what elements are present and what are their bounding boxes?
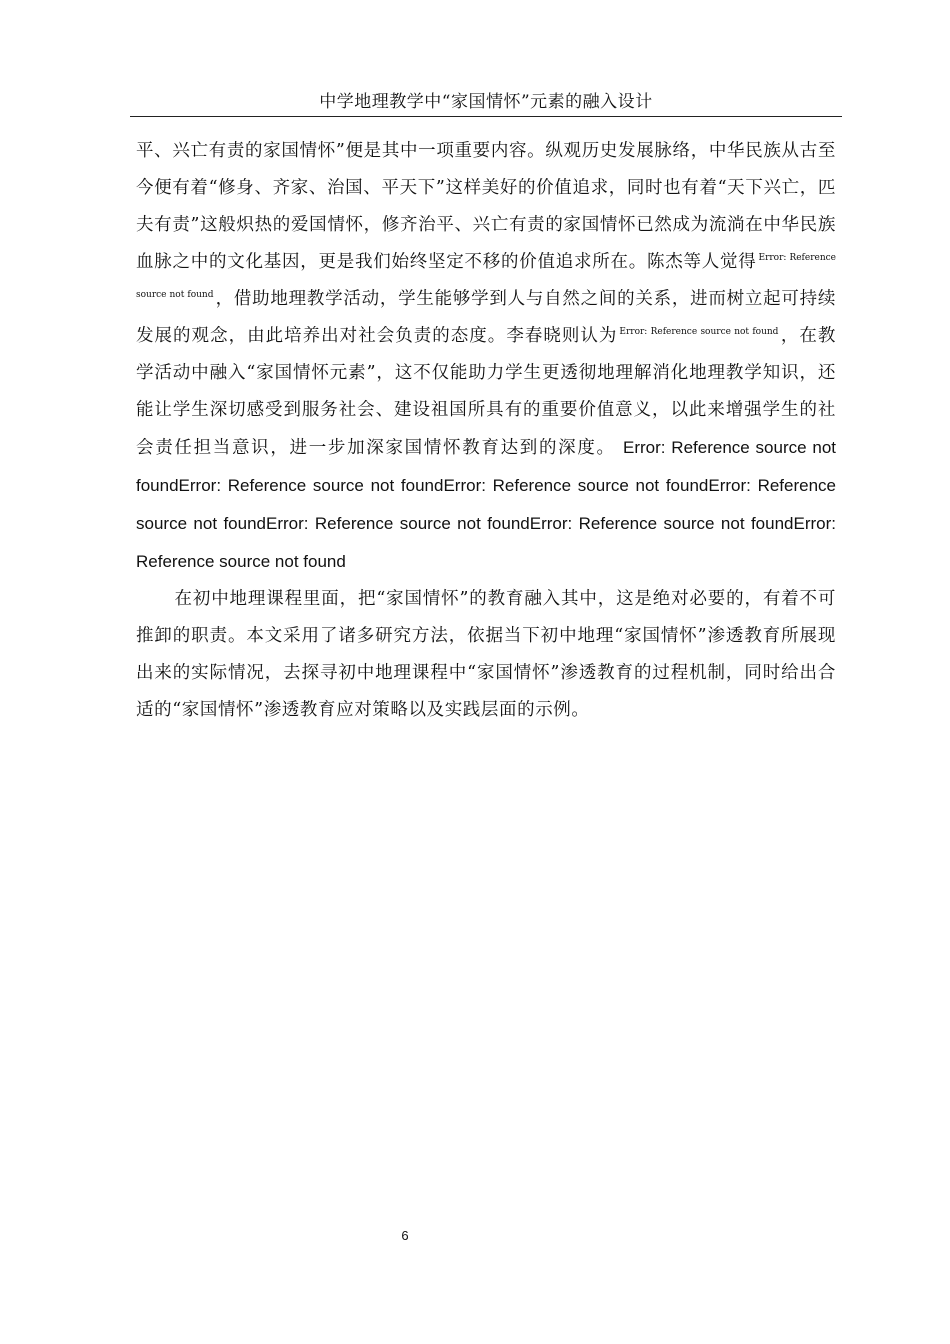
paragraph-2: 在初中地理课程里面，把“家国情怀”的教育融入其中，这是绝对必要的，有着不可推卸的职责。本文采用了诸多研究方法，依据当下初中地理“家国情怀”渗透教育所展现出来的实际情况，去探寻初中地理课程中“家国情怀”渗透教育的过程机制，同时给出合适的“家国情怀”渗透教育应对策略以及实践层面的示例。 xyxy=(136,589,836,720)
page-number: 6 xyxy=(401,1228,409,1243)
paragraph-1 xyxy=(136,133,836,581)
reference-error-2: Error: Reference source not found xyxy=(619,327,779,338)
paragraph-1-text-a: 平、兴亡有责的家国情怀”便是其中一项重要内容。纵观历史发展脉络，中华民族从古至今便有着“修身、齐家、治国、平天下”这样美好的价值追求，同时也有着“天下兴亡，匹夫有责”这般炽热的爱国情怀，修齐治平、兴亡有责的家国情怀已然成为流淌在中华民族血脉之中的文化基因，更是我们始终坚定不移的价值追求所在。陈杰等人觉得 xyxy=(136,141,836,272)
document-body xyxy=(136,133,836,729)
reference-error-1: Error: Reference source not found xyxy=(136,253,836,301)
page-header-title: 中学地理教学中“家国情怀”元素的融入设计 xyxy=(319,92,653,112)
paragraph-1-text-b: ，借助地理教学活动，学生能够学到人与自然之间的关系，进而树立起可持续发展的观念，由此培养出对社会负责的态度。李春晓则认为 xyxy=(136,289,836,346)
paragraph-1-text-c: ，在教学活动中融入“家国情怀元素”，这不仅能助力学生更透彻地理解消化地理教学知识，还能让学生深切感受到服务社会、建设祖国所具有的重要价值意义，以此来增强学生的社会责任担当意识，进一步加深家国情怀教育达到的深度。 xyxy=(136,326,836,458)
page-header xyxy=(130,88,842,117)
reference-error-list: Error: Reference source not foundError: Reference source not foundError: Reference source not foundError: Reference source not foundError: Reference source not foundError: Reference source not foundError: Reference source not found xyxy=(136,438,837,571)
